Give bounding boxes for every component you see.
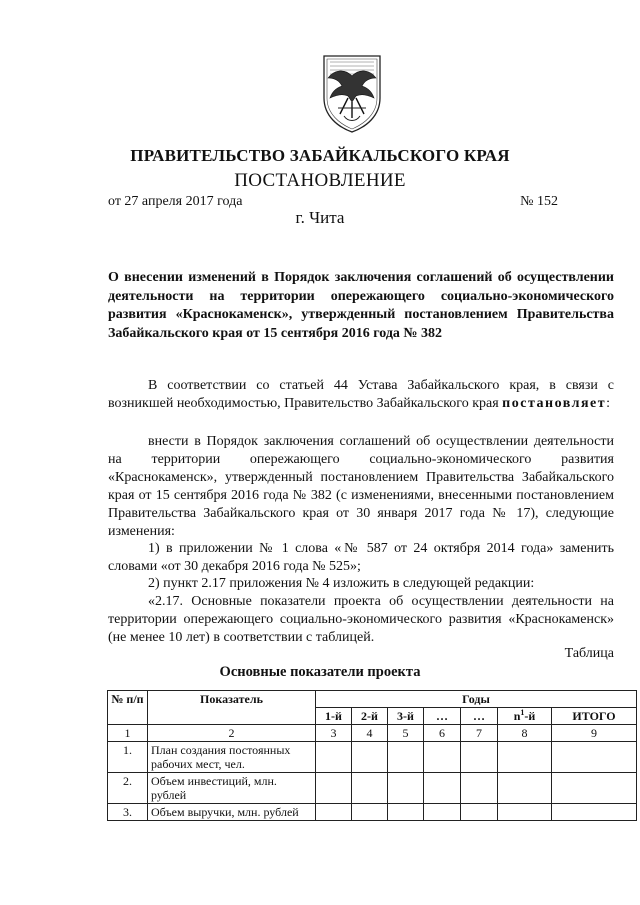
government-title: ПРАВИТЕЛЬСТВО ЗАБАЙКАЛЬСКОГО КРАЯ xyxy=(130,146,510,165)
row-indicator: Объем инвестиций, млн. рублей xyxy=(148,773,316,804)
year-col-total: ИТОГО xyxy=(552,708,637,725)
table-row xyxy=(108,804,637,821)
table-header-row xyxy=(108,691,637,708)
data-cell xyxy=(498,773,552,804)
item-2-text-paragraph: «2.17. Основные показатели проекта об осуществлении деятельности на территории опережающего социально-экономического развития «Краснокаменск» (не менее 10 лет) в соответствии с таблицей. xyxy=(108,594,614,645)
year-n-letter: n xyxy=(513,709,521,723)
header-num: № п/п xyxy=(108,691,148,725)
preamble-text: В соответствии со статьей 44 Устава Забайкальского края, в связи с возникшей необходимостью, Правительство Забайкальского края xyxy=(108,378,614,411)
indicators-table xyxy=(107,690,637,821)
data-cell xyxy=(461,742,498,773)
table-title: Основные показатели проекта xyxy=(219,664,421,680)
index-cell: 3 xyxy=(316,725,352,742)
document-type: ПОСТАНОВЛЕНИЕ xyxy=(234,170,406,191)
document-city: г. Чита xyxy=(295,208,345,227)
data-cell xyxy=(388,773,424,804)
document-number: № 152 xyxy=(520,194,558,209)
data-cell xyxy=(388,804,424,821)
year-col-n xyxy=(498,708,552,725)
item-2-paragraph: 2) пункт 2.17 приложения № 4 изложить в следующей редакции: xyxy=(148,576,535,591)
year-col: 2-й xyxy=(352,708,388,725)
data-cell xyxy=(424,742,461,773)
row-num: 1. xyxy=(108,742,148,773)
header-indicator: Показатель xyxy=(148,691,316,725)
data-cell xyxy=(424,804,461,821)
table-label: Таблица xyxy=(564,646,614,661)
table-index-row xyxy=(108,725,637,742)
index-cell: 8 xyxy=(498,725,552,742)
data-cell xyxy=(316,804,352,821)
data-cell xyxy=(388,742,424,773)
year-col: 3-й xyxy=(388,708,424,725)
index-cell: 6 xyxy=(424,725,461,742)
data-cell xyxy=(461,773,498,804)
year-col: … xyxy=(424,708,461,725)
index-cell: 1 xyxy=(108,725,148,742)
coat-of-arms-emblem xyxy=(318,52,386,134)
index-cell: 9 xyxy=(552,725,637,742)
data-cell xyxy=(461,804,498,821)
document-date: от 27 апреля 2017 года xyxy=(108,194,243,209)
data-cell xyxy=(352,773,388,804)
data-cell xyxy=(424,773,461,804)
preamble-paragraph xyxy=(108,377,614,413)
data-cell xyxy=(552,773,637,804)
data-cell xyxy=(498,804,552,821)
document-subject: О внесении изменений в Порядок заключения соглашений об осуществлении деятельности на территории опережающего социально-экономического развития «Краснокаменск», утвержденный постановлением Правительства Забайкальского края от 15 сентября 2016 года № 382 xyxy=(108,270,614,341)
row-num: 3. xyxy=(108,804,148,821)
table-row xyxy=(108,773,637,804)
preamble-colon: : xyxy=(606,396,611,411)
row-indicator: Объем выручки, млн. рублей xyxy=(148,804,316,821)
index-cell: 5 xyxy=(388,725,424,742)
year-n-suffix: -й xyxy=(524,709,536,723)
data-cell xyxy=(498,742,552,773)
year-col: 1-й xyxy=(316,708,352,725)
preamble-decree-word: постановляет xyxy=(502,396,607,411)
index-cell: 2 xyxy=(148,725,316,742)
year-n-superscript: 1 xyxy=(520,708,525,717)
data-cell xyxy=(316,742,352,773)
item-1-paragraph: 1) в приложении № 1 слова «№ 587 от 24 октября 2014 года» заменить словами «от 30 декабря 2016 года № 525»; xyxy=(108,541,614,574)
header-years: Годы xyxy=(316,691,637,708)
data-cell xyxy=(316,773,352,804)
main-paragraph: внести в Порядок заключения соглашений об осуществлении деятельности на территории опережающего социально-экономического развития «Краснокаменск», утвержденный постановлением Правительства Забайкальского края от 15 сентября 2016 года № 382 (с изменениями, внесенными постановлением Правительства Забайкальского края от 30 января 2017 года № 17), следующие изменения: xyxy=(108,434,614,539)
data-cell xyxy=(552,742,637,773)
data-cell xyxy=(352,742,388,773)
data-cell xyxy=(552,804,637,821)
row-num: 2. xyxy=(108,773,148,804)
index-cell: 4 xyxy=(352,725,388,742)
year-col: … xyxy=(461,708,498,725)
index-cell: 7 xyxy=(461,725,498,742)
row-indicator: План создания постоянных рабочих мест, чел. xyxy=(148,742,316,773)
data-cell xyxy=(352,804,388,821)
table-row xyxy=(108,742,637,773)
